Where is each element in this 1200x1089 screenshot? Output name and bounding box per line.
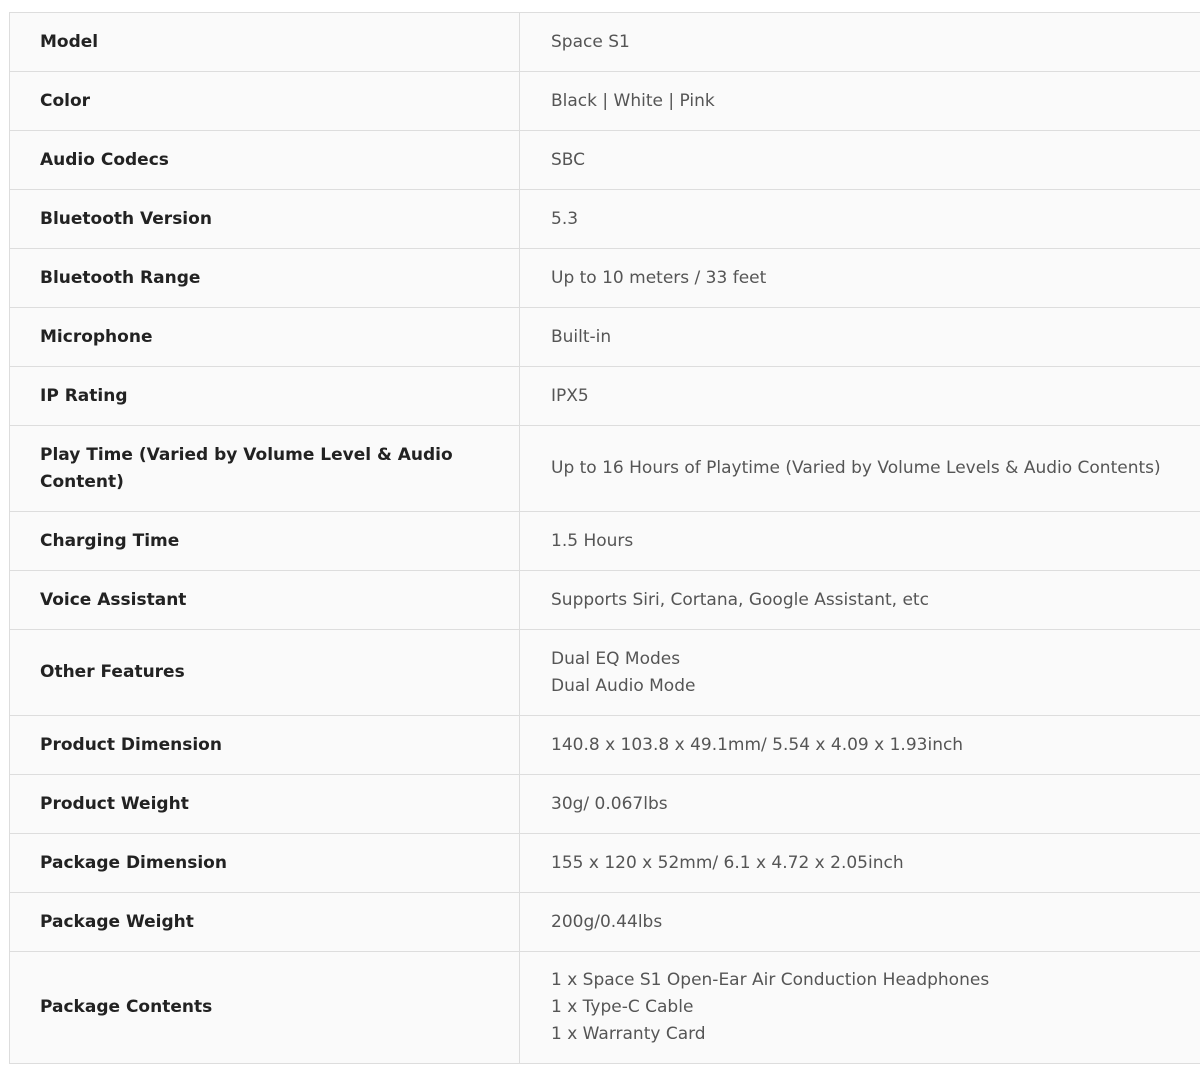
spec-value-line: Space S1	[551, 31, 630, 52]
spec-row-play-time	[10, 426, 1200, 512]
spec-value	[520, 893, 1200, 952]
spec-value	[520, 571, 1200, 630]
spec-value	[520, 190, 1200, 249]
spec-label: Play Time (Varied by Volume Level & Audio Content)	[10, 426, 520, 512]
spec-label: Charging Time	[10, 512, 520, 571]
spec-row-package-contents	[10, 952, 1200, 1064]
spec-value-line: 155 x 120 x 52mm/ 6.1 x 4.72 x 2.05inch	[551, 852, 904, 873]
spec-value	[520, 367, 1200, 426]
spec-label: Voice Assistant	[10, 571, 520, 630]
spec-row-ip-rating	[10, 367, 1200, 426]
spec-value-line: SBC	[551, 149, 586, 170]
spec-label: Package Contents	[10, 952, 520, 1064]
spec-value-line: Up to 16 Hours of Playtime (Varied by Volume Levels & Audio Contents)	[551, 458, 1161, 478]
spec-label: Audio Codecs	[10, 131, 520, 190]
spec-label: Bluetooth Version	[10, 190, 520, 249]
spec-row-bluetooth-version	[10, 190, 1200, 249]
specifications-table	[9, 12, 1200, 1064]
spec-value-line: 1 x Warranty Card	[551, 1024, 706, 1044]
spec-label: Microphone	[10, 308, 520, 367]
spec-value-line: 200g/0.44lbs	[551, 911, 663, 932]
spec-value-line: 1 x Space S1 Open-Ear Air Conduction Headphones	[551, 970, 990, 990]
spec-row-charging-time	[10, 512, 1200, 571]
spec-row-voice-assistant	[10, 571, 1200, 630]
spec-row-audio-codecs	[10, 131, 1200, 190]
spec-label: Color	[10, 72, 520, 131]
spec-value-line: Supports Siri, Cortana, Google Assistant, etc	[551, 589, 929, 610]
spec-row-package-dimension	[10, 834, 1200, 893]
spec-value-line: 5.3	[551, 208, 579, 229]
spec-row-product-dimension	[10, 716, 1200, 775]
spec-label: Bluetooth Range	[10, 249, 520, 308]
spec-value-line: 140.8 x 103.8 x 49.1mm/ 5.54 x 4.09 x 1.93inch	[551, 734, 964, 755]
spec-row-microphone	[10, 308, 1200, 367]
spec-value-line: Built-in	[551, 326, 612, 347]
spec-value	[520, 512, 1200, 571]
spec-value	[520, 72, 1200, 131]
spec-value	[520, 249, 1200, 308]
spec-row-package-weight	[10, 893, 1200, 952]
spec-value	[520, 308, 1200, 367]
spec-row-other-features	[10, 630, 1200, 716]
spec-value-line: 1 x Type-C Cable	[551, 997, 694, 1017]
spec-label: Other Features	[10, 630, 520, 716]
spec-value-line: 1.5 Hours	[551, 530, 634, 551]
spec-value	[520, 426, 1200, 512]
spec-label: Package Dimension	[10, 834, 520, 893]
spec-value-line: Dual EQ Modes	[551, 648, 681, 669]
spec-row-product-weight	[10, 775, 1200, 834]
spec-row-model	[10, 13, 1200, 72]
spec-label: IP Rating	[10, 367, 520, 426]
spec-label: Product Dimension	[10, 716, 520, 775]
spec-value	[520, 13, 1200, 72]
spec-label: Product Weight	[10, 775, 520, 834]
spec-value-line: IPX5	[551, 385, 589, 406]
spec-value-line: Dual Audio Mode	[551, 675, 696, 696]
spec-value-line: Black | White | Pink	[551, 90, 715, 111]
spec-value	[520, 834, 1200, 893]
spec-row-bluetooth-range	[10, 249, 1200, 308]
spec-value	[520, 775, 1200, 834]
spec-value	[520, 630, 1200, 716]
spec-row-color	[10, 72, 1200, 131]
spec-value-line: Up to 10 meters / 33 feet	[551, 267, 767, 288]
spec-label: Model	[10, 13, 520, 72]
spec-value	[520, 131, 1200, 190]
spec-value	[520, 952, 1200, 1064]
spec-label: Package Weight	[10, 893, 520, 952]
spec-value	[520, 716, 1200, 775]
spec-value-line: 30g/ 0.067lbs	[551, 793, 668, 814]
